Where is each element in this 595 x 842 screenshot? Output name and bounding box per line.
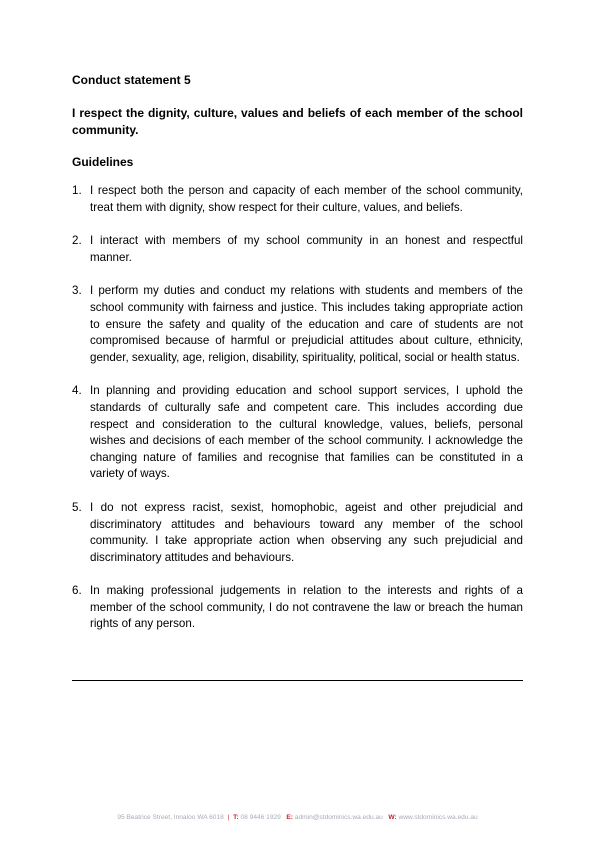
footer-email-link[interactable]: admin@stdominics.wa.edu.au (294, 814, 383, 821)
document-body (72, 72, 523, 650)
guideline-number: 4. (72, 384, 82, 398)
guideline-text: I respect both the person and capacity of each member of the school community, treat them with dignity, show respect for their culture, values, and beliefs. (90, 184, 523, 214)
guideline-item (72, 283, 523, 366)
guideline-text: I perform my duties and conduct my relations with students and members of the school community with fairness and justice. This includes taking appropriate action to ensure the safety and quality of the education and care of students are not compromised because of harmful or prejudicial attitudes about culture, ethnicity, gender, sexuality, age, religion, disability, spirituality, political, social or health status. (90, 284, 523, 364)
guideline-text: In making professional judgements in relation to the interests and rights of a member of the school community, I do not contravene the law or breach the human rights of any person. (90, 584, 523, 631)
guideline-text: I interact with members of my school community in an honest and respectful manner. (90, 234, 523, 264)
horizontal-divider (72, 680, 523, 681)
guideline-item (72, 583, 523, 633)
footer-phone-label: T: (233, 814, 239, 821)
footer-web-label: W: (388, 814, 397, 821)
guideline-number: 5. (72, 500, 82, 514)
guideline-list (72, 183, 523, 633)
guideline-item (72, 383, 523, 483)
conduct-statement: I respect the dignity, culture, values and beliefs of each member of the school community. (72, 106, 523, 137)
guideline-item (72, 233, 523, 266)
guideline-number: 2. (72, 234, 82, 248)
guideline-number: 1. (72, 184, 82, 197)
guideline-text: In planning and providing education and school support services, I uphold the standards of culturally safe and competent care. This includes according due respect and consideration to the cultural knowledge, values, beliefs, personal wishes and decisions of each member of the school community. I acknowledge the changing nature of families and recognise that families can be constituted in a variety of ways. (90, 384, 523, 481)
footer-separator: | (227, 814, 230, 821)
footer-address: 95 Beatrice Street, Innaloo WA 6018 (117, 814, 224, 821)
page-footer (0, 813, 595, 823)
guideline-text: I do not express racist, sexist, homophobic, ageist and other prejudicial and discriminatory attitudes and behaviours toward any member of the school community. I take appropriate action when observing any such prejudicial and discriminatory attitudes and behaviours. (90, 500, 523, 564)
footer-email-label: E: (286, 814, 293, 821)
footer-phone: 08 9446 1929 (240, 814, 281, 821)
guidelines-heading: Guidelines (72, 155, 134, 169)
guideline-item (72, 500, 523, 566)
guideline-number: 3. (72, 284, 82, 298)
footer-web-link[interactable]: www.stdominics.wa.edu.au (398, 814, 478, 821)
section-heading: Conduct statement 5 (72, 73, 191, 87)
guideline-item (72, 183, 523, 216)
guideline-number: 6. (72, 584, 82, 598)
